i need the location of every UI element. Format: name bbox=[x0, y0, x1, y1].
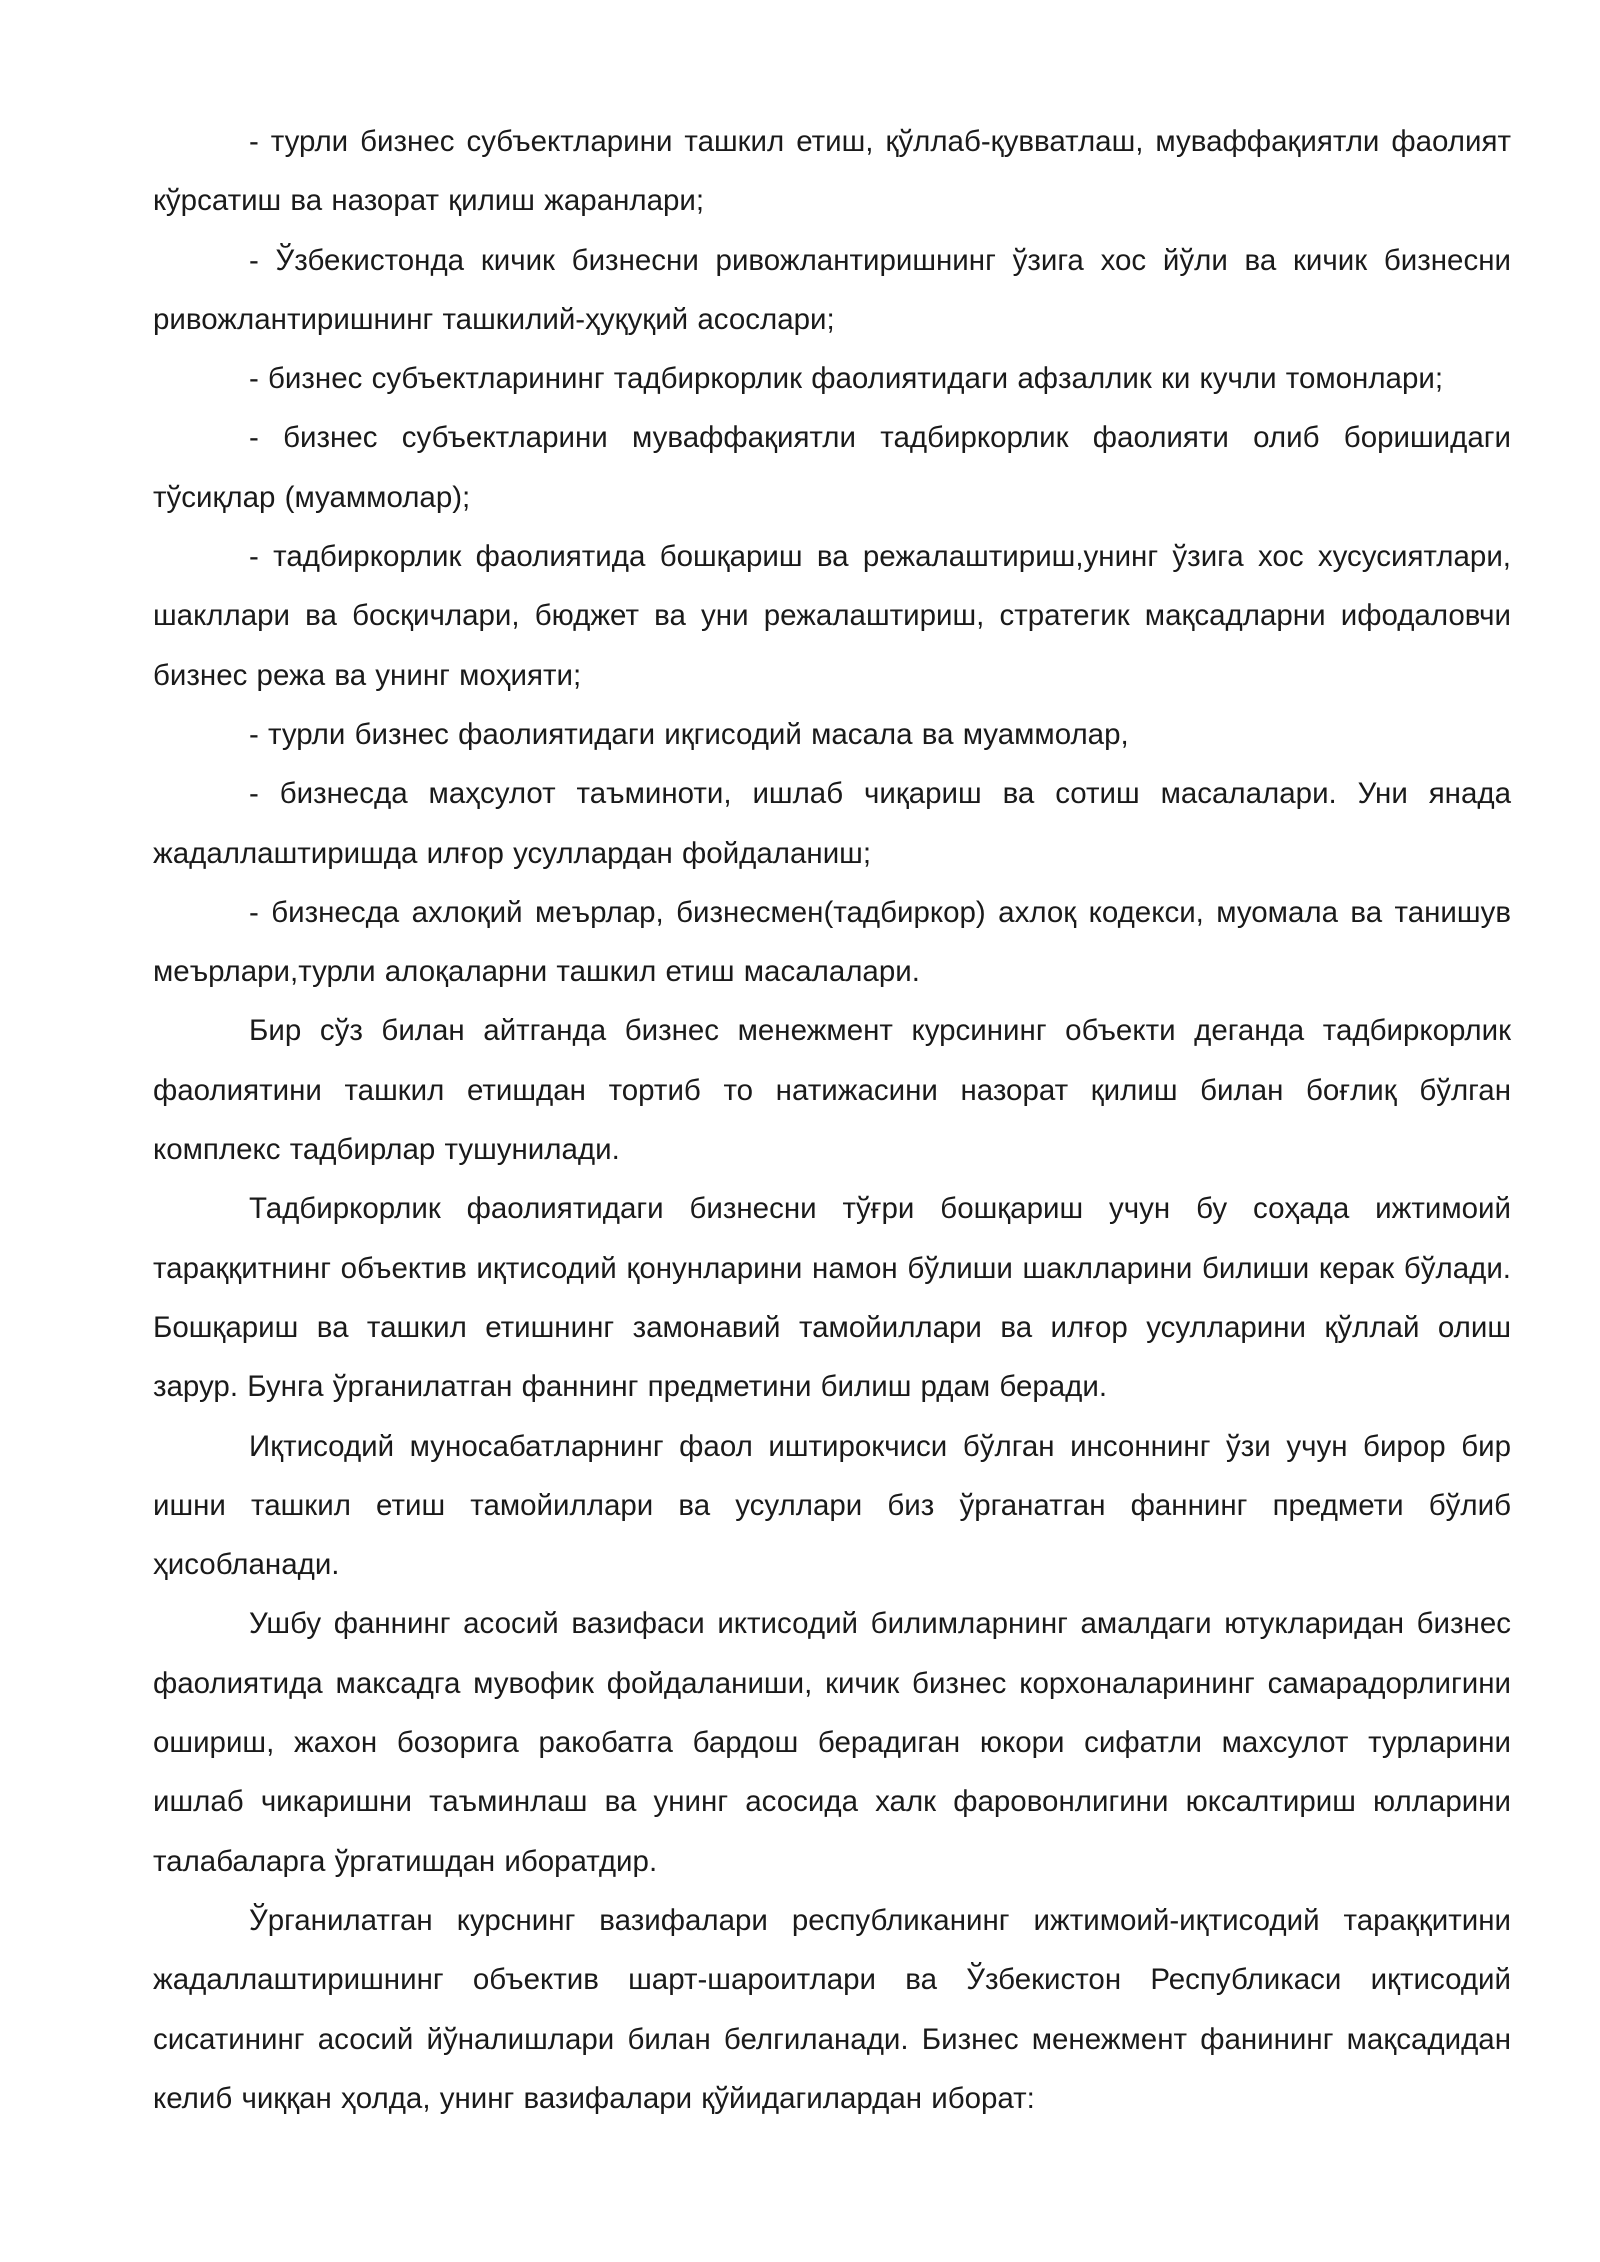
paragraph: Иқтисодий муносабатларнинг фаол иштирокчиси бўлган инсоннинг ўзи учун бирор бир ишни ташкил етиш тамойиллари ва усуллари биз ўрганатган фаннинг предмети бўлиб ҳисобланади. bbox=[153, 1429, 1511, 1582]
paragraph: Тадбиркорлик фаолиятидаги бизнесни тўғри бошқариш учун бу соҳада ижтимоий тараққитнинг объектив иқтисодий қонунларини намон бўлиши шаклларини билиши керак бўлади. Бошқариш ва ташкил етишнинг замонавий тамойиллари ва илғор усулларини қўллай олиш зарур. Бунга ўрганилатган фаннинг предметини билиш рдам беради. bbox=[153, 1192, 1511, 1404]
document-page bbox=[153, 112, 1511, 2128]
paragraph: - Ўзбекистонда кичик бизнесни ривожлантиришнинг ўзига хос йўли ва кичик бизнесни ривожлантиришнинг ташкилий-ҳуқуқий асослари; bbox=[153, 243, 1511, 336]
paragraph: - турли бизнес субъектларини ташкил етиш, қўллаб-қувватлаш, муваффақиятли фаолият кўрсатиш ва назорат қилиш жаранлари; bbox=[153, 125, 1511, 218]
paragraph: - бизнес субъектларининг тадбиркорлик фаолиятидаги афзаллик ки кучли томонлари; bbox=[249, 362, 1444, 396]
paragraph: - турли бизнес фаолиятидаги иқгисодий масала ва муаммолар, bbox=[249, 717, 1129, 751]
paragraph: - тадбиркорлик фаолиятида бошқариш ва режалаштириш,унинг ўзига хос хусусиятлари, шакллари ва босқичлари, бюджет ва уни режалаштириш, стратегик мақсадларни ифодаловчи бизнес режа ва унинг моҳияти; bbox=[153, 540, 1511, 692]
paragraph: Бир сўз билан айтганда бизнес менежмент курсининг объекти деганда тадбиркорлик фаолиятини ташкил етишдан тортиб то натижасини назорат қилиш билан боғлиқ бўлган комплекс тадбирлар тушунилади. bbox=[153, 1014, 1511, 1167]
paragraph: - бизнесда ахлоқий меърлар, бизнесмен(тадбиркор) ахлоқ кодекси, муомала ва танишув меърлари,турли алоқаларни ташкил етиш масалалари. bbox=[153, 895, 1511, 989]
paragraph: - бизнесда маҳсулот таъминоти, ишлаб чиқариш ва сотиш масалалари. Уни янада жадаллаштиришда илғор усуллардан фойдаланиш; bbox=[153, 777, 1511, 870]
paragraph: Ушбу фаннинг асосий вазифаси иктисодий билимларнинг амалдаги ютукларидан бизнес фаолиятида максадга мувофик фойдаланиши, кичик бизнес корхоналарининг самарадорлигини ошириш, жахон бозорига ракобатга бардош берадиган юкори сифатли махсулот турларини ишлаб чикаришни таъминлаш ва унинг асосида халк фаровонлигини юксалтириш юлларини талабаларга ўргатишдан иборатдир. bbox=[153, 1607, 1511, 1878]
paragraph: Ўрганилатган курснинг вазифалари республиканинг ижтимоий-иқтисодий тараққитини жадаллаштиришнинг объектив шарт-шароитлари ва Ўзбекистон Республикаси иқтисодий сисатининг асосий йўналишлари билан белгиланади. Бизнес менежмент фанининг мақсадидан келиб чиққан ҳолда, унинг вазифалари қўйидагилардан иборат: bbox=[153, 1903, 1511, 2115]
paragraph: - бизнес субъектларини муваффақиятли тадбиркорлик фаолияти олиб боришидаги тўсиқлар (муаммолар); bbox=[153, 421, 1511, 514]
